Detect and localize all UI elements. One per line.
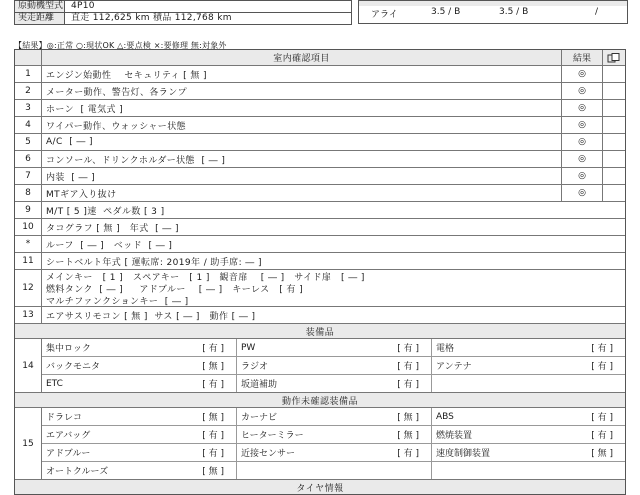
equipment-cell: PW [ 有 ] bbox=[237, 339, 432, 357]
table-row: 6 コンソール、ドリンクホルダー状態 [ ― ] ◎ bbox=[15, 151, 625, 168]
equipment-cell: ETC [ 有 ] bbox=[42, 375, 237, 392]
mileage-row bbox=[15, 13, 351, 24]
equipment-section-title: 装備品 bbox=[15, 324, 625, 339]
engine-model-label: 原動機型式 bbox=[15, 1, 65, 12]
equipment-cell: ラジオ [ 有 ] bbox=[237, 357, 432, 375]
equipment-cell: 坂道補助 [ 有 ] bbox=[237, 375, 432, 392]
table-row: 8 MTギア入り抜け ◎ bbox=[15, 185, 625, 202]
table-row: 7 内装 [ ― ] ◎ bbox=[15, 168, 625, 185]
unconfirmed-section-title: 動作未確認装備品 bbox=[15, 393, 625, 408]
equipment-cell: アンテナ [ 有 ] bbox=[432, 357, 625, 375]
unconfirmed-cell: エアバッグ [ 有 ] bbox=[42, 426, 237, 444]
alignment-box bbox=[358, 0, 628, 24]
keys-row: 12 メインキー [ 1 ] スペアキー [ 1 ] 観音扉 [ ― ] サイド扉 [ ― ] 燃料タンク [ ― ] アドブルー [ ― ] キーレス [ 有 ] マルチファンクションキー [ ― ] bbox=[15, 270, 625, 307]
table-row: 2 メーター動作、警告灯、各ランプ ◎ bbox=[15, 83, 625, 100]
unconfirmed-cell: ヒーターミラー [ 無 ] bbox=[237, 426, 432, 444]
engine-model-value: 4P10 bbox=[71, 1, 95, 11]
unconfirmed-cell bbox=[237, 462, 432, 479]
unconfirmed-cell: 速度制御装置 [ 無 ] bbox=[432, 444, 625, 462]
table-row: 1 エンジン始動性 セキュリティ [ 無 ] ◎ bbox=[15, 66, 625, 83]
table-row: 3 ホーン [ 電気式 ] ◎ bbox=[15, 100, 625, 117]
alignment-value-1: 3.5 / B bbox=[431, 7, 461, 17]
seatbelt-row: 11 シートベルト年式 [ 運転席: 2019年 / 助手席: ― ] bbox=[15, 253, 625, 270]
unconfirmed-cell: ABS [ 有 ] bbox=[432, 408, 625, 426]
mileage-value: 直走 112,625 km 積品 112,768 km bbox=[71, 13, 232, 23]
vehicle-info-box bbox=[14, 0, 352, 25]
alignment-value-2: 3.5 / B bbox=[499, 7, 529, 17]
tachograph-row: 10 タコグラフ [ 無 ] 年式 [ ― ] bbox=[15, 219, 625, 236]
result-legend: 【結果】◎:正常 ○:現状OK △:要点検 ×:要修理 無:対象外 bbox=[14, 41, 227, 50]
equipment-block: 14 集中ロック [ 有 ] PW [ 有 ] 電格 [ 有 ] バックモニタ [ 無 ] ラジオ [ 有 ] アンテナ [ 有 ] ETC [ 有 ] 坂道補助 [ 有 ] bbox=[15, 339, 625, 393]
table-row: 4 ワイパー動作、ウォッシャー状態 ◎ bbox=[15, 117, 625, 134]
interior-items-title: 室内確認項目 bbox=[42, 50, 562, 65]
keys-line-3: マルチファンクションキー [ ― ] bbox=[46, 296, 189, 307]
unconfirmed-cell: ドラレコ [ 無 ] bbox=[42, 408, 237, 426]
equipment-cell bbox=[432, 375, 625, 392]
keys-line-2: 燃料タンク [ ― ] アドブルー [ ― ] キーレス [ 有 ] bbox=[46, 284, 304, 295]
mileage-label: 実走距離 bbox=[15, 13, 65, 24]
alignment-label: アライ bbox=[371, 10, 398, 20]
table-header bbox=[15, 50, 625, 66]
equipment-cell: バックモニタ [ 無 ] bbox=[42, 357, 237, 375]
interior-check-table bbox=[14, 49, 626, 495]
result-column-title: 結果 bbox=[562, 50, 603, 65]
unconfirmed-cell: 近接センサー [ 有 ] bbox=[237, 444, 432, 462]
table-row: 5 A/C [ ― ] ◎ bbox=[15, 134, 625, 151]
engine-model-row bbox=[15, 1, 351, 13]
unconfirmed-cell: カーナビ [ 無 ] bbox=[237, 408, 432, 426]
copy-icon bbox=[606, 53, 622, 63]
tire-info-section-title: タイヤ情報 bbox=[15, 480, 625, 494]
unconfirmed-equipment-block: 15 ドラレコ [ 無 ] カーナビ [ 無 ] ABS [ 有 ] エアバッグ [ 有 ] ヒーターミラー [ 無 ] 燃焼装置 [ 有 ] アドブルー [ 有 ] 近接センサー [ 有 ] 速度制御装置 [ 無 ] オートクルーズ [ 無 ] bbox=[15, 408, 625, 480]
transmission-row: 9 M/T [ 5 ]速 ペダル数 [ 3 ] bbox=[15, 202, 625, 219]
roof-bed-row: * ルーフ [ ― ] ベッド [ ― ] bbox=[15, 236, 625, 253]
keys-line-1: メインキー [ 1 ] スペアキー [ 1 ] 観音扉 [ ― ] サイド扉 [ ― ] bbox=[46, 272, 365, 283]
unconfirmed-cell bbox=[432, 462, 625, 479]
unconfirmed-cell: アドブルー [ 有 ] bbox=[42, 444, 237, 462]
equipment-cell: 電格 [ 有 ] bbox=[432, 339, 625, 357]
air-suspension-row: 13 エアサスリモコン [ 無 ] サス [ ― ] 動作 [ ― ] bbox=[15, 307, 625, 324]
equipment-cell: 集中ロック [ 有 ] bbox=[42, 339, 237, 357]
unconfirmed-cell: オートクルーズ [ 無 ] bbox=[42, 462, 237, 479]
unconfirmed-cell: 燃焼装置 [ 有 ] bbox=[432, 426, 625, 444]
alignment-value-3: / bbox=[595, 7, 599, 17]
